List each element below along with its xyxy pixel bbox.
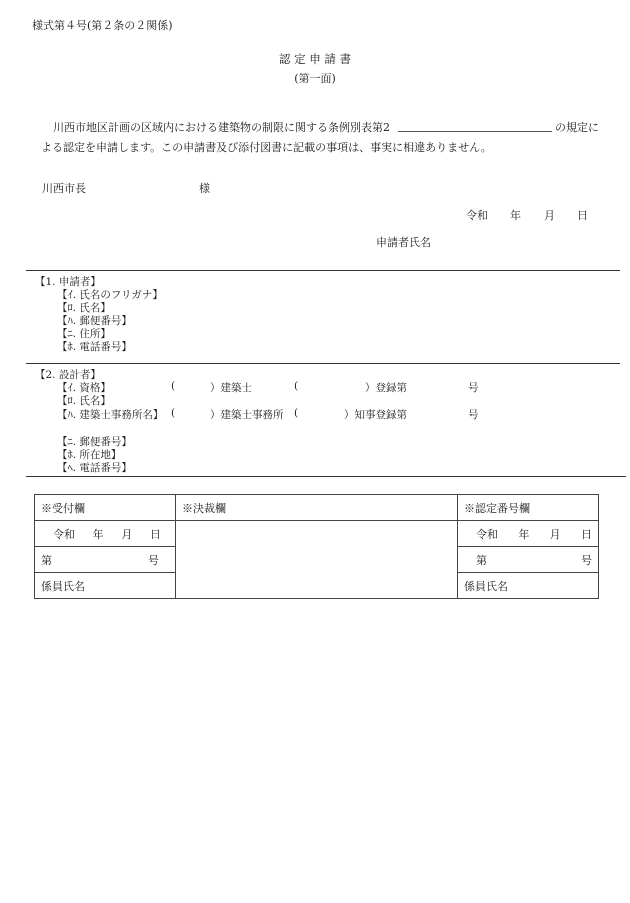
registration-go: 号	[468, 382, 479, 394]
cert-date-year: 年	[518, 527, 530, 541]
intro-line1-end: の規定に	[555, 121, 599, 134]
form-number: 様式第４号(第２条の２関係)	[32, 19, 173, 32]
applicant-postal-label: 【ﾊ. 郵便番号】	[57, 315, 132, 327]
date-day: 日	[577, 209, 588, 222]
registration-label: ）登録第	[365, 382, 407, 394]
applicant-phone-label: 【ﾎ. 電話番号】	[57, 341, 132, 353]
applicant-address-label: 【ﾆ. 住所】	[57, 328, 111, 340]
applicant-name-field-label: 【ﾛ. 氏名】	[57, 302, 111, 314]
cert-staff-cell[interactable]: 係員氏名	[458, 573, 599, 599]
section2-bottom-divider	[26, 476, 626, 477]
gov-paren-open: (	[294, 407, 299, 419]
cert-date-month: 月	[549, 527, 561, 541]
honorific: 様	[199, 182, 210, 195]
cert-date-era: 令和	[476, 527, 498, 541]
reg-paren-open: (	[294, 380, 299, 392]
reception-number-dai: 第	[41, 553, 52, 567]
office-name-label: 【ﾊ. 建築士事務所名】	[57, 409, 164, 421]
decision-header: ※決裁欄	[176, 495, 458, 521]
official-use-table	[34, 494, 599, 599]
reception-date-day: 日	[149, 527, 161, 541]
decision-area[interactable]	[176, 521, 458, 599]
designer-qualification-label: 【ｲ. 資格】	[57, 382, 111, 394]
office-label: ）建築士事務所	[210, 409, 284, 421]
office-postal-label: 【ﾆ. 郵便番号】	[57, 436, 132, 448]
qual-paren-open: (	[171, 380, 176, 392]
section2-heading: 【2. 設計者】	[35, 369, 101, 381]
cert-number-go: 号	[581, 553, 592, 567]
section2-divider	[26, 363, 620, 364]
kenchikushi-label: ）建築士	[210, 382, 252, 394]
cert-number-cell[interactable]	[458, 547, 599, 573]
governor-registration-label: ）知事登録第	[344, 409, 407, 421]
reception-staff-cell[interactable]: 係員氏名	[35, 573, 176, 599]
intro-line2: よる認定を申請します。この申請書及び添付図書に記載の事項は、事実に相違ありません。	[41, 141, 492, 154]
reception-number-go: 号	[148, 553, 159, 567]
reception-date-cell[interactable]	[35, 521, 176, 547]
date-year: 年	[510, 209, 521, 222]
reception-number-cell[interactable]	[35, 547, 176, 573]
intro-line1: 川西市地区計画の区域内における建築物の制限に関する条例別表第2	[53, 121, 390, 134]
applicant-furigana-label: 【ｲ. 氏名のフリガナ】	[57, 289, 163, 301]
form-title: 認 定 申 請 書	[278, 52, 352, 66]
office-location-label: 【ﾎ. 所在地】	[57, 449, 122, 461]
addressee: 川西市長	[42, 182, 86, 195]
governor-registration-go: 号	[468, 409, 479, 421]
designer-name-label: 【ﾛ. 氏名】	[57, 395, 111, 407]
cert-date-day: 日	[580, 527, 592, 541]
reception-header: ※受付欄	[35, 495, 176, 521]
cert-number-header: ※認定番号欄	[458, 495, 599, 521]
section1-heading: 【1. 申請者】	[35, 276, 101, 288]
section1-divider	[26, 270, 620, 271]
reception-date-month: 月	[121, 527, 133, 541]
date-era: 令和	[466, 209, 488, 222]
date-month: 月	[544, 209, 555, 222]
form-subtitle: (第一面)	[294, 72, 336, 85]
office-paren-open: (	[171, 407, 176, 419]
cert-date-cell[interactable]	[458, 521, 599, 547]
office-phone-label: 【ﾍ. 電話番号】	[57, 462, 132, 474]
reception-date-era: 令和	[53, 527, 75, 541]
reception-date-year: 年	[92, 527, 104, 541]
cert-number-dai: 第	[476, 553, 487, 567]
applicant-name-label: 申請者氏名	[376, 236, 431, 249]
ordinance-table-blank[interactable]	[398, 131, 552, 132]
